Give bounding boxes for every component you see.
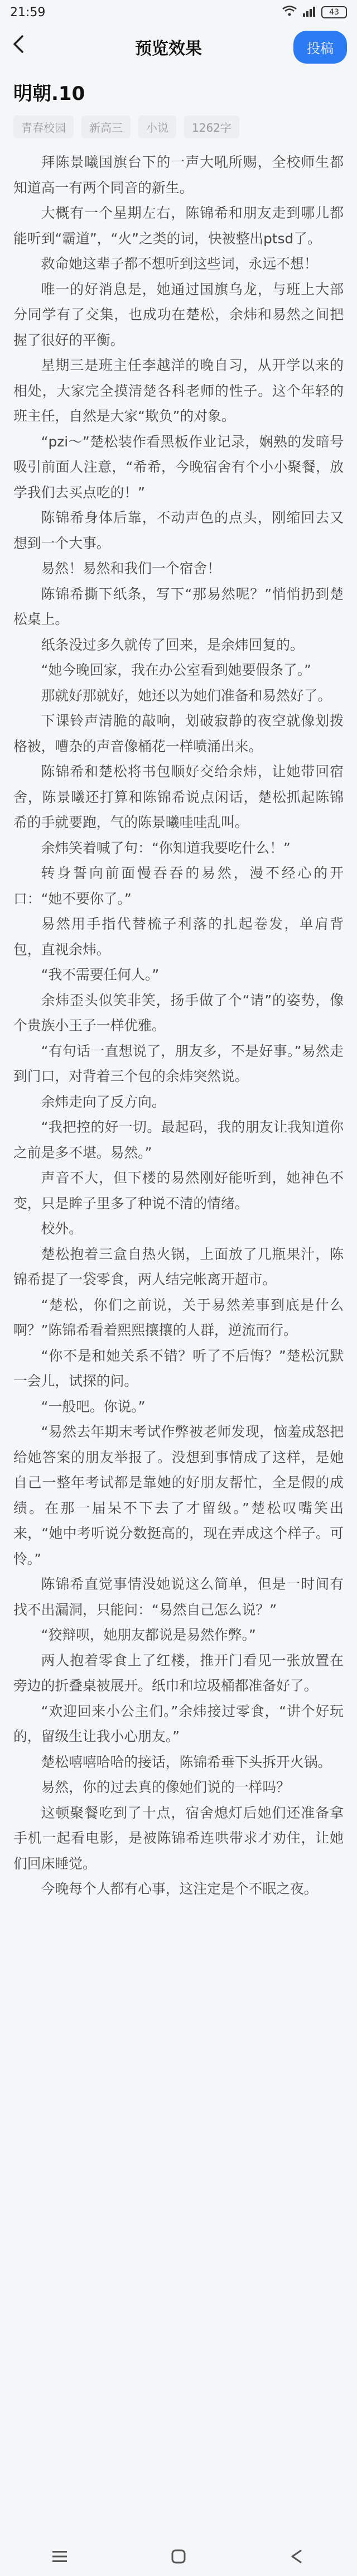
paragraph: “她今晚回家，我在办公室看到她要假条了。” bbox=[41, 662, 312, 678]
paragraph: “楚松，你们之前说，关于易然差事到底是什么啊？”陈锦希看着熙熙攘攘的人群，逆流而行。 bbox=[13, 1296, 344, 1338]
paragraph: 这顿聚餐吃到了十点，宿舍熄灯后她们还准备拿手机一起看电影，是被陈锦希连哄带求才劝住，让她们回床睡觉。 bbox=[13, 1804, 344, 1872]
battery-icon bbox=[321, 6, 347, 18]
paragraph: 校外。 bbox=[41, 1220, 83, 1237]
paragraph: “易然去年期末考试作弊被老师发现，恼羞成怒把给她答案的朋友举报了。没想到事情成了这样，是她自己一整年考试都是靠她的好朋友帮忙，全是假的成绩。在那一届呆不下去了才留级。”楚松叹嘴笑出来，“她中考听说分数挺高的，现在弄成这个样子。可怜。” bbox=[13, 1424, 344, 1567]
article-title: 明朝.10 bbox=[13, 83, 85, 105]
paragraph: 星期三是班主任李越洋的晚自习，从开学以来的相处，大家完全摸清楚各科老师的性子。这个年轻的班主任，自然是大家“欺负”的对象。 bbox=[13, 357, 344, 424]
paragraph: 余炜笑着喊了句：“你知道我要吃什么！” bbox=[41, 839, 291, 856]
paragraph: 陈锦希直觉事情没她说这么简单，但是一时间有找不出漏洞，只能问：“易然自己怎么说？” bbox=[13, 1576, 344, 1618]
wifi-icon bbox=[282, 6, 297, 19]
paragraph: 陈锦希和楚松将书包顺好交给余炜，让她带回宿舍，陈景曦还打算和陈锦希说点闲话，楚松抓起陈锦希的手就要跑，气的陈景曦哇哇乱叫。 bbox=[13, 763, 344, 830]
paragraph: 陈锦希身体后靠，不动声色的点头，刚缩回去又想到一个大事。 bbox=[13, 510, 344, 551]
system-nav-bar bbox=[0, 2537, 357, 2576]
back-arrow-icon[interactable] bbox=[10, 33, 44, 61]
paragraph: 易然，你的过去真的像她们说的一样吗？ bbox=[41, 1779, 290, 1795]
paragraph: 下课铃声清脆的敲响，划破寂静的夜空就像划拨格被，嘈杂的声音像桶花一样喷涌出来。 bbox=[13, 713, 344, 754]
paragraph: 今晚每个人都有心事，这注定是个不眠之夜。 bbox=[41, 1881, 318, 1897]
status-time: 21:59 bbox=[10, 5, 46, 20]
paragraph: “狡辩呗，她朋友都说是易然作弊。” bbox=[41, 1627, 256, 1643]
paragraph: 楚松嘻嘻哈哈的接话，陈锦希垂下头拆开火锅。 bbox=[41, 1753, 332, 1770]
paragraph: “欢迎回来小公主们。”余炜接过零食，“讲个好玩的，留级生让我小心朋友。” bbox=[13, 1703, 344, 1744]
paragraph: 大概有一个星期左右，陈锦希和朋友走到哪儿都能听到“霸道”，“火”之类的词，快被整出ptsd了。 bbox=[13, 205, 344, 247]
tag-type: 小说 bbox=[138, 116, 176, 138]
paragraph: 易然！易然和我们一个宿舍！ bbox=[41, 560, 221, 576]
paragraph: 纸条没过多久就传了回来，是余炜回复的。 bbox=[41, 636, 304, 653]
paragraph: 楚松抱着三盒自热火锅，上面放了几瓶果汁，陈锦希提了一袋零食，两人结完帐离开超市。 bbox=[13, 1246, 344, 1287]
paragraph: 声音不大，但下楼的易然刚好能听到，她神色不变，只是眸子里多了种说不清的情绪。 bbox=[13, 1170, 344, 1212]
article-body bbox=[0, 146, 357, 1902]
tag-topic: 新高三 bbox=[81, 116, 131, 138]
signal-icon bbox=[302, 6, 316, 19]
paragraph: “有句话一直想说了，朋友多，不是好事。”易然走到门口，对背着三个包的余炜突然说。 bbox=[13, 1042, 344, 1084]
status-bar bbox=[0, 0, 357, 25]
home-icon[interactable] bbox=[167, 2545, 190, 2568]
paragraph: 转身誓向前面慢吞吞的易然，漫不经心的开口：“她不要你了。” bbox=[13, 865, 344, 907]
paragraph: 两人抱着零食上了红楼，推开门看见一张放置在旁边的折叠桌被展开。纸巾和垃圾桶都准备好了。 bbox=[13, 1652, 344, 1694]
paragraph: 余炜走向了反方向。 bbox=[41, 1093, 166, 1110]
paragraph: “你不是和她关系不错？听了不后悔？”楚松沉默一会儿，试探的问。 bbox=[13, 1347, 344, 1389]
paragraph: 拜陈景曦国旗台下的一声大吼所赐，全校师生都知道高一有两个同音的新生。 bbox=[13, 154, 344, 196]
paragraph: 易然用手指代替梳子利落的扎起卷发，单肩背包，直视余炜。 bbox=[13, 916, 344, 958]
status-icons bbox=[282, 6, 347, 19]
paragraph: 陈锦希撕下纸条，写下“那易然呢？”悄悄扔到楚松桌上。 bbox=[13, 585, 344, 627]
top-bar bbox=[0, 25, 357, 69]
submit-button[interactable]: 投稿 bbox=[293, 31, 347, 64]
paragraph: “我不需要任何人。” bbox=[41, 967, 160, 983]
back-triangle-icon[interactable] bbox=[286, 2545, 308, 2568]
paragraph: “我把控的好一切。最起码，我的朋友让我知道你之前是多不堪。易然。” bbox=[13, 1119, 344, 1161]
paragraph: 救命她这辈子都不想听到这些词，永远不想！ bbox=[41, 256, 318, 272]
tag-genre: 青春校园 bbox=[13, 116, 74, 138]
paragraph: 那就好那就好，她还以为她们准备和易然好了。 bbox=[41, 687, 332, 704]
menu-icon[interactable] bbox=[49, 2545, 71, 2568]
paragraph: “一般吧。你说。” bbox=[41, 1398, 146, 1415]
battery-level: 43 bbox=[329, 8, 339, 17]
tag-word-count: 1262字 bbox=[184, 116, 239, 138]
paragraph: 唯一的好消息是，她通过国旗乌龙，与班上大部分同学有了交集，也成功在楚松，余炜和易然之间把握了很好的平衡。 bbox=[13, 281, 344, 348]
paragraph: 余炜歪头似笑非笑，扬手做了个“请”的姿势，像个贵族小王子一样优雅。 bbox=[13, 992, 344, 1034]
paragraph: “pzi～”楚松装作看黑板作业记录，娴熟的发暗号吸引前面人注意，“希希，今晚宿舍有个小小聚餐，放学我们去买点吃的！” bbox=[13, 433, 344, 501]
page-title: 预览效果 bbox=[135, 39, 202, 59]
tag-list bbox=[0, 111, 357, 146]
